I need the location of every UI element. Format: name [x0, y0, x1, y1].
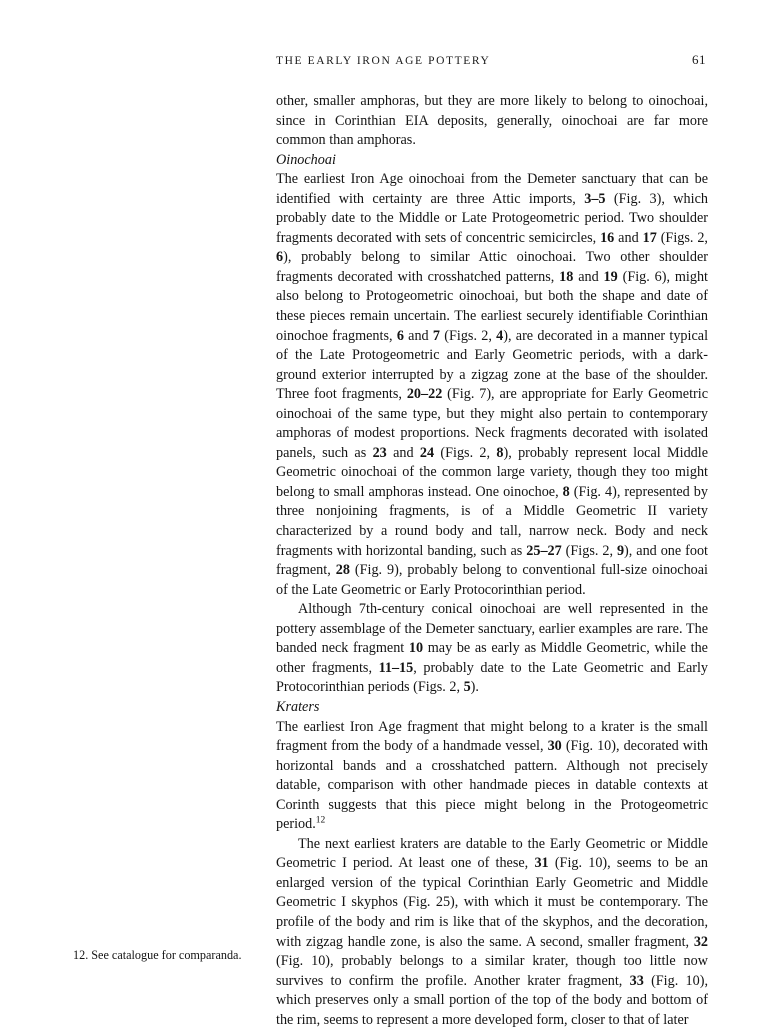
paragraph-3: Although 7th-century conical oinochoai are well represented in the pottery assemblage of the Demeter sanctuary, earlier examples are rare. The banded neck fragment 10 may be as early as Middle Geometric, while the other fragments, 11–15, probably date to the Late Geometric and Early Protocorinthian periods (Figs. 2, 5).	[276, 601, 708, 696]
footnote-12: 12. See catalogue for comparanda.	[73, 948, 242, 962]
paragraph-1: other, smaller amphoras, but they are more likely to belong to oinochoai, since in Corinthian EIA deposits, generally, oinochoai are far more common than amphoras.	[276, 93, 708, 149]
section-heading-kraters: Kraters	[276, 698, 320, 715]
paragraph-4: The earliest Iron Age fragment that might belong to a krater is the small fragment from the body of a handmade vessel, 30 (Fig. 10), decorated with horizontal bands and a crosshatched pattern. Although not precisely datable, comparison with other handmade pieces in datable contexts at Corinth suggests that this piece might belong in the Protogeometric period.$^{12}$	[276, 718, 708, 833]
running-head	[276, 52, 706, 68]
paragraph-5: The next earliest kraters are datable to the Early Geometric or Middle Geometric I period. At least one of these, 31 (Fig. 10), seems to be an enlarged version of the typical Corinthian Early Geometric and Middle Geometric I skyphos (Fig. 25), with which it must be contemporary. The profile of the body and rim is like that of the skyphos, and the decoration, with zigzag handle zone, is also the same. A second, smaller fragment, 32 (Fig. 10), probably belongs to a similar krater, though too little now survives to confirm the profile. Another krater fragment, 33 (Fig. 10), which preserves only a small portion of the top of the body and bottom of the rim, seems to represent a more developed form, closer to that of later	[276, 835, 708, 1028]
paragraph-2: The earliest Iron Age oinochoai from the Demeter sanctuary that can be identified with certainty are three Attic imports, 3–5 (Fig. 3), which probably date to the Middle or Late Protogeometric period. Two shoulder fragments decorated with sets of concentric semicircles, 16 and 17 (Figs. 2, 6), probably belong to similar Attic oinochoai. Two other shoulder fragments decorated with crosshatched patterns, 18 and 19 (Fig. 6), might also belong to Protogeometric oinochoai, but both the shape and date of these pieces remain uncertain. The earliest securely identifiable Corinthian oinochoe fragments, 6 and 7 (Figs. 2, 4), are decorated in a manner typical of the Late Protogeometric and Early Geometric periods, with a dark-ground exterior interrupted by a zigzag zone at the base of the shoulder. Three foot fragments, 20–22 (Fig. 7), are appropriate for Early Geometric oinochoai of the same type, but they might also pertain to contemporary amphoras of modest proportions. Neck fragments decorated with isolated panels, such as 23 and 24 (Figs. 2, 8), probably represent local Middle Geometric oinochoai of the common large variety, though they too might belong to small amphoras instead. One oinochoe, 8 (Fig. 4), represented by three nonjoining fragments, is of a Middle Geometric II variety characterized by a round body and tall, narrow neck. Body and neck fragments with horizontal banding, such as 25–27 (Figs. 2, 9), and one foot fragment, 28 (Fig. 9), probably belong to conventional full-size oinochoai of the Late Geometric or Early Protocorinthian period.	[276, 171, 709, 598]
section-heading-oinochoai: Oinochoai	[276, 151, 336, 168]
page-number: 61	[692, 52, 706, 67]
text-block	[276, 92, 708, 1030]
running-head-title: THE EARLY IRON AGE POTTERY	[276, 55, 491, 67]
